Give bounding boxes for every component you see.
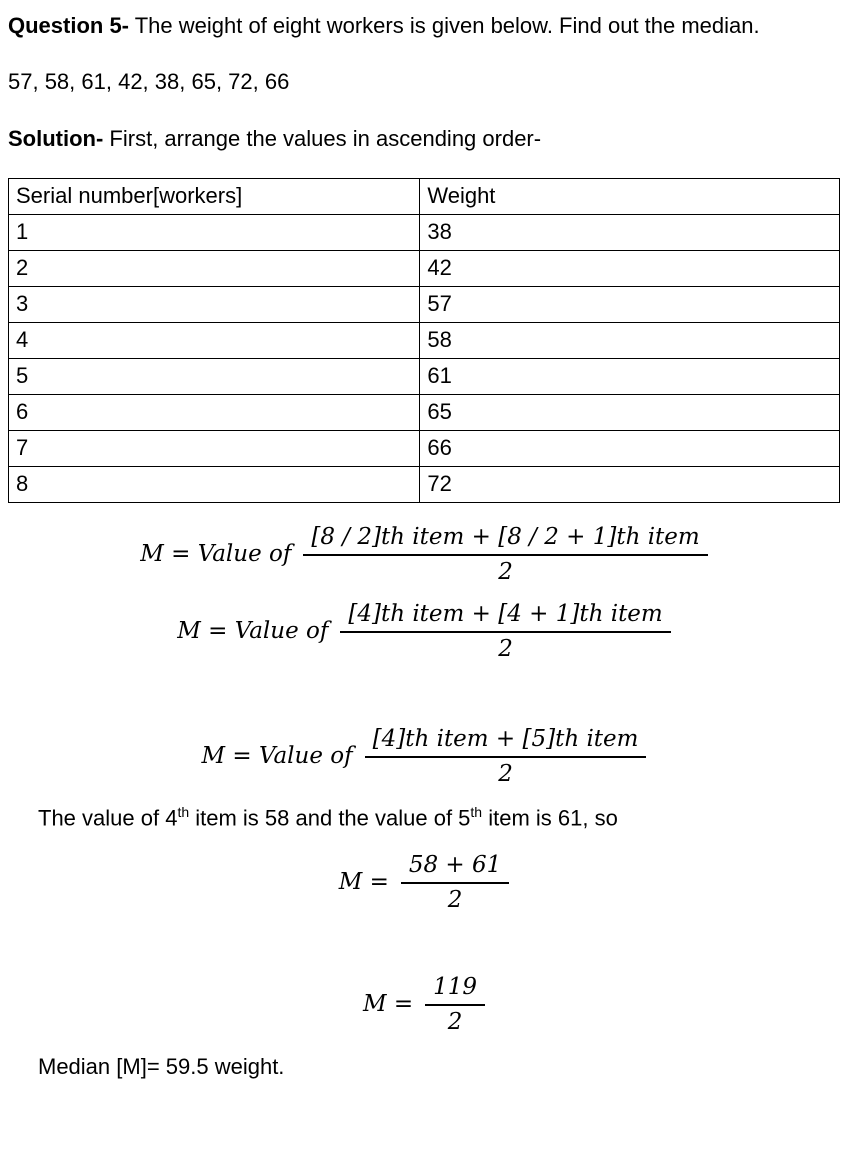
table-header-serial: Serial number[workers]: [9, 178, 420, 214]
equation-lhs: M =: [338, 869, 389, 896]
fraction-denominator: 2: [498, 558, 513, 585]
fraction: [340, 601, 670, 662]
median-table: [8, 178, 840, 503]
explanation-part3: item is 61, so: [482, 805, 618, 831]
question-label: Question 5-: [8, 13, 130, 38]
table-cell-weight: 42: [420, 250, 840, 286]
explanation-paragraph: [8, 803, 840, 833]
explanation-sup2: th: [470, 803, 483, 820]
fraction-denominator: 2: [498, 760, 513, 787]
table-cell-weight: 72: [420, 466, 840, 502]
table-cell-serial: 4: [9, 322, 420, 358]
question-text: The weight of eight workers is given below. Find out the median.: [129, 13, 760, 38]
table-cell-serial: 6: [9, 394, 420, 430]
fraction-numerator: [8 / 2]th item + [8 / 2 + 1]th item: [303, 524, 707, 556]
equation-4: [8, 852, 840, 913]
table-cell-serial: 1: [9, 214, 420, 250]
fraction: [303, 524, 707, 585]
fraction: [401, 852, 509, 913]
table-header-row: [9, 178, 840, 214]
table-cell-weight: 61: [420, 358, 840, 394]
equation-1: [8, 524, 840, 585]
table-cell-serial: 2: [9, 250, 420, 286]
table-row: [9, 286, 840, 322]
table-cell-serial: 5: [9, 358, 420, 394]
equation-5: [8, 974, 840, 1035]
table-cell-weight: 57: [420, 286, 840, 322]
fraction-numerator: [4]th item + [5]th item: [365, 726, 647, 758]
fraction: [365, 726, 647, 787]
fraction: [425, 974, 485, 1035]
equation-lhs: M =: [362, 991, 414, 1018]
fraction-numerator: 58 + 61: [401, 852, 509, 884]
equation-lhs: M = Value of: [140, 541, 292, 568]
table-row: [9, 214, 840, 250]
table-cell-serial: 3: [9, 286, 420, 322]
fraction-denominator: 2: [498, 635, 513, 662]
solution-paragraph: [8, 123, 840, 154]
table-header-weight: Weight: [420, 178, 840, 214]
table-cell-weight: 58: [420, 322, 840, 358]
explanation-part1: The value of 4: [38, 805, 178, 831]
fraction-denominator: 2: [447, 886, 463, 913]
table-row: [9, 466, 840, 502]
table-row: [9, 322, 840, 358]
table-row: [9, 358, 840, 394]
explanation-part2: item is 58 and the value of 5: [189, 805, 471, 831]
table-cell-weight: 66: [420, 430, 840, 466]
table-cell-weight: 65: [420, 394, 840, 430]
fraction-numerator: 119: [425, 974, 485, 1006]
equation-3: [8, 726, 840, 787]
fraction-numerator: [4]th item + [4 + 1]th item: [340, 601, 670, 633]
table-cell-serial: 7: [9, 430, 420, 466]
solution-text: First, arrange the values in ascending order-: [103, 126, 542, 152]
table-row: [9, 430, 840, 466]
table-cell-weight: 38: [420, 214, 840, 250]
conclusion-text: Median [M]= 59.5 weight.: [38, 1053, 285, 1079]
table-row: [9, 250, 840, 286]
explanation-sup1: th: [177, 803, 190, 820]
table-row: [9, 394, 840, 430]
fraction-denominator: 2: [447, 1008, 463, 1035]
table-cell-serial: 8: [9, 466, 420, 502]
equation-lhs: M = Value of: [201, 743, 353, 770]
solution-label: Solution-: [8, 126, 104, 152]
values-line: 57, 58, 61, 42, 38, 65, 72, 66: [8, 69, 290, 95]
equation-2: [8, 601, 840, 662]
question-paragraph: [8, 10, 840, 41]
equation-lhs: M = Value of: [177, 618, 329, 645]
